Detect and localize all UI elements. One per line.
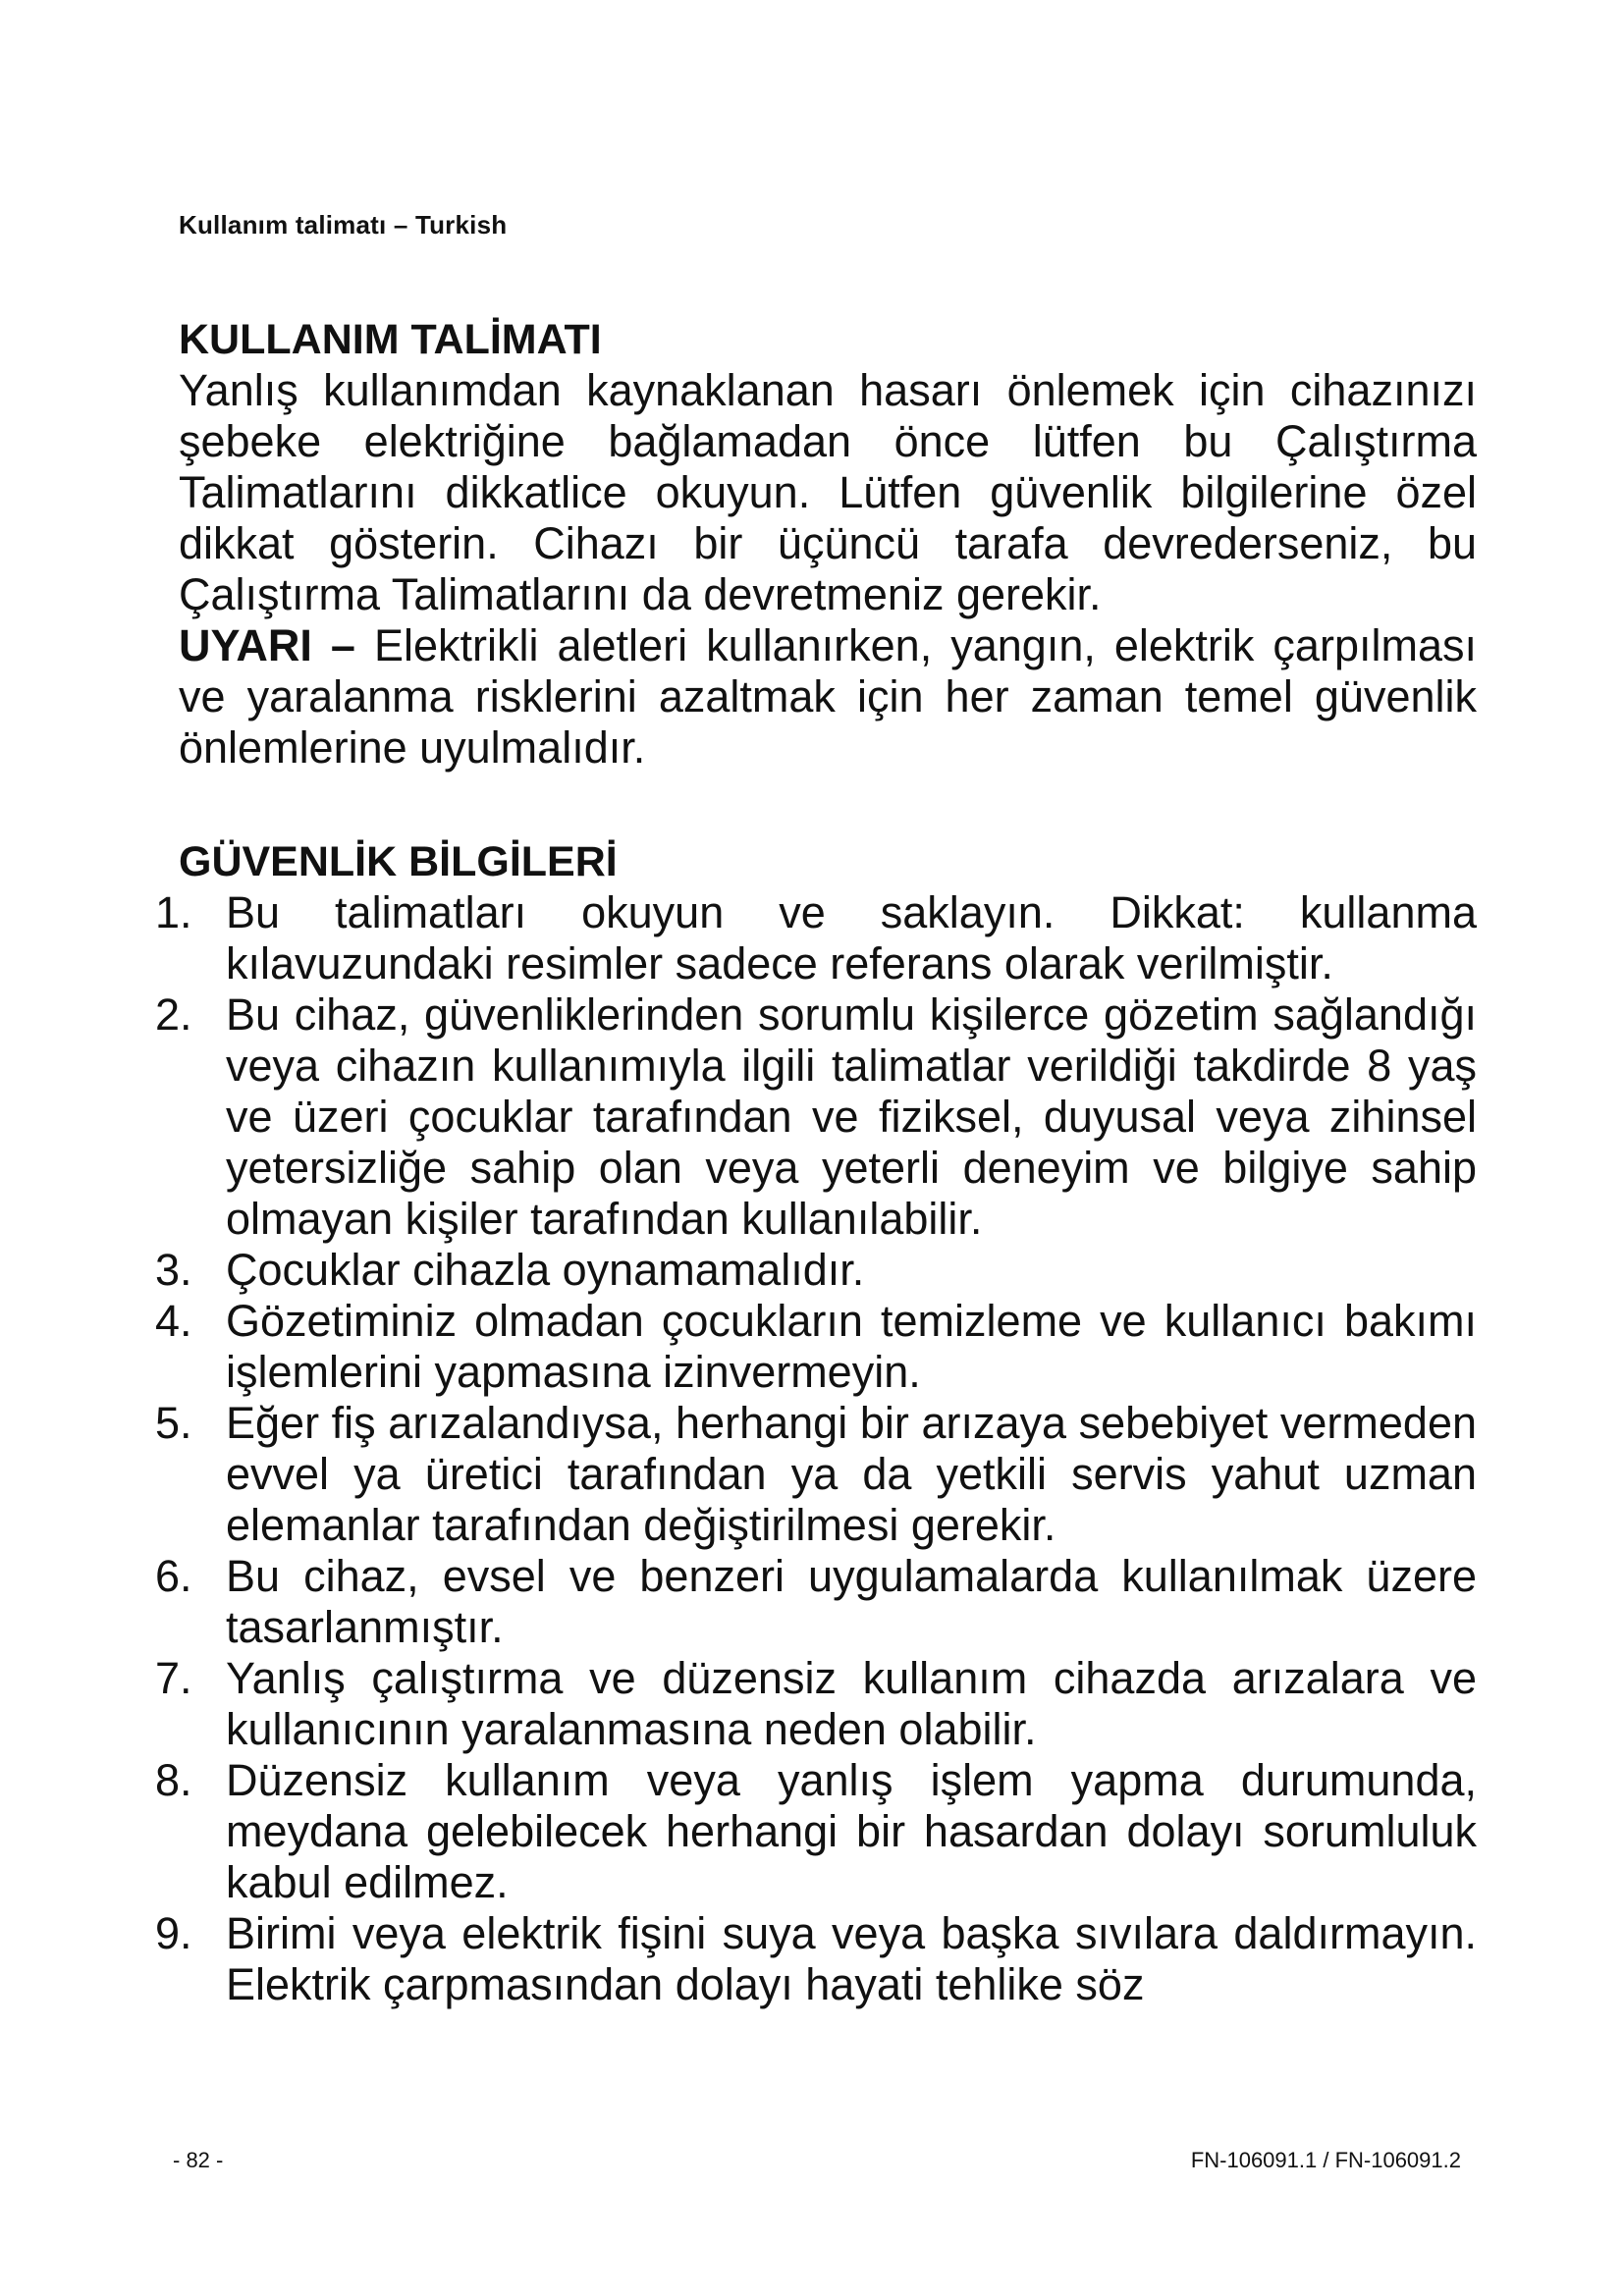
list-item <box>155 1653 1477 1755</box>
list-item-number: 5. <box>155 1398 192 1448</box>
warning-paragraph <box>179 620 1477 774</box>
list-item <box>155 1908 1477 2010</box>
list-item <box>155 1551 1477 1653</box>
list-item <box>155 887 1477 989</box>
list-item <box>155 1296 1477 1398</box>
list-item <box>155 1398 1477 1551</box>
list-item-text: Düzensiz kullanım veya yanlış işlem yapma durumunda, meydana gelebilecek herhangi bir hasardan dolayı sorumluluk kabul edilmez. <box>226 1755 1477 1907</box>
model-number: FN-106091.1 / FN-106091.2 <box>1190 2148 1461 2172</box>
intro-paragraph: Yanlış kullanımdan kaynaklanan hasarı önlemek için cihazınızı şebeke elektriğine bağlamadan önce lütfen bu Çalıştırma Talimatlarını dikkatlice okuyun. Lütfen güvenlik bilgilerine özel dikkat gösterin. Cihazı bir üçüncü tarafa devrederseniz, bu Çalıştırma Talimatlarını da devretmeniz gerekir. <box>179 365 1477 619</box>
safety-list <box>155 887 1477 2010</box>
list-item-number: 7. <box>155 1653 192 1703</box>
list-item-text: Bu cihaz, güvenliklerinden sorumlu kişilerce gözetim sağlandığı veya cihazın kullanımıyla ilgili talimatlar verildiği takdirde 8 yaş ve üzeri çocuklar tarafından ve fiziksel, duyusal veya zihinsel yetersizliğe sahip olan veya yeterli deneyim ve bilgiye sahip olmayan kişiler tarafından kullanılabilir. <box>226 989 1477 1244</box>
document-header-label: Kullanım talimatı – Turkish <box>179 210 508 240</box>
list-item-number: 3. <box>155 1245 192 1295</box>
warning-lead: UYARI – <box>179 620 355 670</box>
page-number: - 82 - <box>173 2148 224 2172</box>
list-item-number: 9. <box>155 1908 192 1958</box>
document-body <box>155 314 1477 2010</box>
section-title-safety-information: GÜVENLİK BİLGİLERİ <box>179 838 618 885</box>
list-item-number: 1. <box>155 887 192 937</box>
list-item <box>155 1755 1477 1908</box>
list-item-number: 4. <box>155 1296 192 1346</box>
list-item-text: Çocuklar cihazla oynamamalıdır. <box>226 1245 865 1295</box>
list-item-number: 2. <box>155 989 192 1040</box>
list-item-text: Gözetiminiz olmadan çocukların temizleme ve kullanıcı bakımı işlemlerini yapmasına izinvermeyin. <box>226 1296 1477 1397</box>
list-item <box>155 1245 1477 1296</box>
list-item-number: 8. <box>155 1755 192 1805</box>
list-item-text: Bu talimatları okuyun ve saklayın. Dikkat: kullanma kılavuzundaki resimler sadece referans olarak verilmiştir. <box>226 887 1477 988</box>
list-item-text: Birimi veya elektrik fişini suya veya başka sıvılara daldırmayın. Elektrik çarpmasından dolayı hayati tehlike söz <box>226 1908 1477 2009</box>
list-item-text: Yanlış çalıştırma ve düzensiz kullanım cihazda arızalara ve kullanıcının yaralanmasına neden olabilir. <box>226 1653 1477 1754</box>
list-item <box>155 989 1477 1245</box>
list-item-number: 6. <box>155 1551 192 1601</box>
warning-text: Elektrikli aletleri kullanırken, yangın, elektrik çarpılması ve yaralanma risklerini azaltmak için her zaman temel güvenlik önlemlerine uyulmalıdır. <box>179 620 1477 773</box>
list-item-text: Eğer fiş arızalandıysa, herhangi bir arızaya sebebiyet vermeden evvel ya üretici tarafından ya da yetkili servis yahut uzman elemanlar tarafından değiştirilmesi gerekir. <box>226 1398 1477 1550</box>
section-spacer <box>179 774 1477 836</box>
section-title-usage-instructions: KULLANIM TALİMATI <box>179 316 602 363</box>
list-item-text: Bu cihaz, evsel ve benzeri uygulamalarda kullanılmak üzere tasarlanmıştır. <box>226 1551 1477 1652</box>
